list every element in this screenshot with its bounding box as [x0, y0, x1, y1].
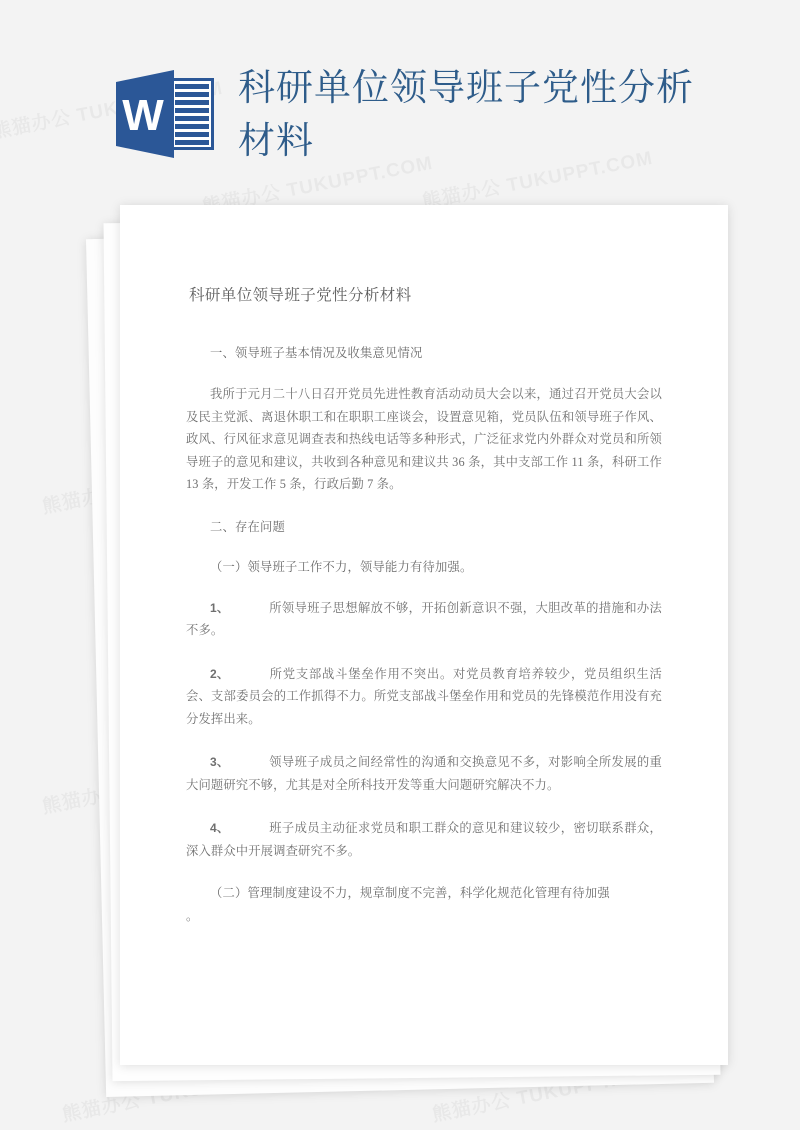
list-item-text: 班子成员主动征求党员和职工群众的意见和建议较少，密切联系群众，深入群众中开展调查研究不多。 [186, 821, 662, 858]
svg-text:W: W [122, 91, 164, 140]
subsection-heading-2: （二）管理制度建设不力，规章制度不完善，科学化规范化管理有待加强 [210, 886, 610, 900]
list-item [186, 663, 662, 731]
list-item-text: 所领导班子思想解放不够，开拓创新意识不强，大胆改革的措施和办法不多。 [186, 600, 662, 637]
page-title: 科研单位领导班子党性分析材料 [238, 67, 694, 161]
word-document-icon [112, 66, 216, 170]
subsection-heading-1: （一）领导班子工作不力，领导能力有待加强。 [210, 559, 473, 574]
subsection-2-tail: 。 [186, 909, 199, 923]
list-item-number: 1、 [210, 600, 229, 615]
list-item [186, 597, 662, 642]
list-item-number: 2、 [210, 666, 229, 681]
section-heading-1: 一、领导班子基本情况及收集意见情况 [210, 346, 423, 360]
list-item-text: 所党支部战斗堡垒作用不突出。对党员教育培养较少，党员组织生活会、支部委员会的工作抓得不力。所党支部战斗堡垒作用和党员的先锋模范作用没有充分发挥出来。 [186, 666, 662, 726]
section-1-paragraph: 我所于元月二十八日召开党员先进性教育活动动员大会以来，通过召开党员大会以及民主党派、离退休职工和在职职工座谈会，设置意见箱，党员队伍和领导班子作风、政风、行风征求意见调查表和热线电话等多种形式，广泛征求党内外群众对党员和所领导班子的意见和建议，共收到各种意见和建议共 36 条，其中支部工作 11 条，科研工作 13 条，开发工作 5 条，行政后勤 7 条。 [186, 387, 662, 491]
section-heading-2: 二、存在问题 [210, 519, 285, 534]
list-item-number: 4、 [210, 821, 229, 835]
list-item-text: 领导班子成员之间经常性的沟通和交换意见不多，对影响全所发展的重大问题研究不够，尤其是对全所科技开发等重大问题研究解决不力。 [186, 755, 662, 792]
list-item [186, 817, 662, 862]
document-heading-title: 科研单位领导班子党性分析材料 [189, 287, 412, 304]
list-item [186, 751, 662, 796]
list-item-number: 3、 [210, 755, 229, 769]
document-content [120, 205, 728, 1065]
header [0, 0, 800, 200]
